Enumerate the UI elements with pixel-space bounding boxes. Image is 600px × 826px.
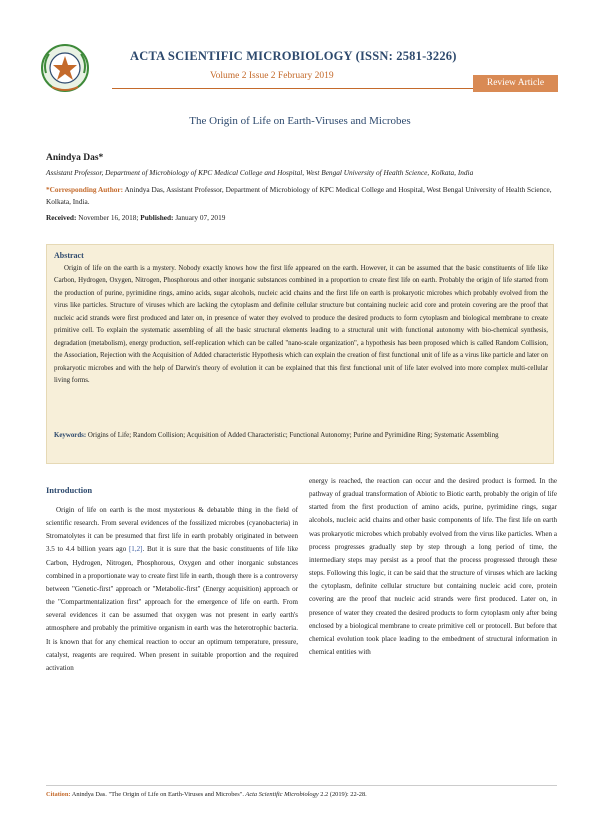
article-title: The Origin of Life on Earth-Viruses and Microbes [189, 115, 411, 127]
intro-paragraph [46, 504, 298, 675]
intro-paragraph-continued: energy is reached, the reaction can occur and the desired product is formed. In the pathway of gradual transformation of Abiotic to Biotic earth, probably the origin of life started from the first production of amino acids, purine, pyrimidine rings, sugar alcohols, nucleic acid chains and other basic components of life. The first life on earth was prokaryotic microbes which probably evolved from the virus like particles. When a process progresses gradually step by step through a long period of time, the intermediary steps may persist as a proof that the process progressed through these steps. Following this logic, it can be said that the structure of viruses which are lacking the cytoplasm, definite cellular structure but containing nucleic acid core, protein covering are the proof that nucleic acid strands were first produced. Later on, in presence of water they created the desired products to form cytoplasm only after being enclosed by a biological membrane to create primitive cell or protocell. But before that chemical evolution took place leading to the embedment of structural information in chemical entities with [309, 477, 557, 657]
citation-journal: Acta Scientific Microbiology [243, 791, 319, 798]
intro-text-a: Origin of life on earth is the most mysterious & debatable thing in the field of scientific research. From several evidences of the fossilized microbes (cyanobacteria) in Stromatolytes it can be presumed that first life in earth probably originated in between 3.5 to 4.4 billion years ago [46, 506, 298, 554]
citation [46, 791, 367, 798]
abstract-paragraph: Origin of life on the earth is a mystery. Nobody exactly knows how the first life appeared on the earth. However, it can be assumed that the basic constituents of life like Carbon, Hydrogen, Oxygen, Nitrogen, Phosphorous and other inorganic substances combined in a proportion to create first life on earth. Probably the origin of life started from the production of purine, pyrimidine rings, amino acids, sugar alcohols, nucleic acid chains and the first life on earth is prokaryotic microbes which probably evolved from the virus like particles. Structure of viruses which are lacking the cytoplasm and definite cellular structure but containing nucleic acid core and protein covering are the proof that nucleic acid strands were first produced and later on, in presence of water they evolved to produce the desired products to form cytoplasm and biological membrane to create primitive cell. To explain the systematic assembling of all the basic structural elements leading to a structural unit with functional autonomy with bio-chemical synthesis, degradation (metabolism), energy production, self-replication which can be called "nano-scale organization", a hypothesis has been proposed which is called Random Collision, the Association, Rejection with the Acquisition of Added characteristic Hypothesis which can explain the creation of first functional unit of life as a virus like particle and later on prokaryotic microbes and with the help of Darwin's theory of evolution it can be explained that this first functional unit of life later evolved into more complex multi-cellular living forms. [54, 265, 548, 385]
author-name: Anindya Das* [46, 153, 104, 163]
keywords-label: Keywords: [54, 432, 87, 439]
introduction-heading: Introduction [46, 485, 93, 495]
citation-text: Anindya Das. "The Origin of Life on Earth-Viruses and Microbes". [70, 791, 244, 798]
reference-link[interactable]: [1,2] [128, 545, 143, 554]
published-date: January 07, 2019 [173, 213, 226, 222]
body-column-left [46, 504, 298, 675]
journal-seal-icon [40, 43, 90, 93]
keywords-text: Origins of Life; Random Collision; Acquisition of Added Characteristic; Functional Autonomy; Purine and Pyrimidine Ring; Systematic Assembling [86, 432, 499, 439]
volume-issue: Volume 2 Issue 2 February 2019 [210, 71, 334, 81]
keywords [54, 430, 548, 442]
corresponding-text: Anindya Das, Assistant Professor, Department of Microbiology of KPC Medical College and Hospital, West Bengal University of Health Science, Kolkata, India. [46, 185, 552, 206]
citation-label: Citation: [46, 791, 71, 798]
abstract-heading: Abstract [54, 251, 84, 260]
corresponding-label: *Corresponding Author: [46, 185, 124, 194]
journal-title: ACTA SCIENTIFIC MICROBIOLOGY (ISSN: 2581-3226) [130, 49, 457, 63]
received-date: November 16, 2018; [76, 213, 141, 222]
article-dates [46, 213, 225, 222]
body-column-right [309, 475, 557, 659]
published-label: Published: [140, 213, 174, 222]
received-label: Received: [46, 213, 77, 222]
author-affiliation: Assistant Professor, Department of Microbiology of KPC Medical College and Hospital, West Bengal University of Health Science, Kolkata, India [46, 168, 474, 177]
citation-details: 2.2 (2019): 22-28. [318, 791, 367, 798]
corresponding-author [46, 184, 560, 208]
article-type-badge: Review Article [473, 75, 558, 92]
footer-divider [46, 785, 557, 786]
abstract-text [54, 263, 548, 388]
intro-text-b: . But it is sure that the basic constituents of life like Carbon, Hydrogen, Nitrogen, Phosphorous, Oxygen and other inorganic substances combined in a proportionate way to create first life in earth, though there is a controversy between "Genetic-first" approach or "Metabolic-first" (Energy acquisition) approach or the "Compartmentalization first" approach for the emergence of life on earth. From several evidences it can be assumed that oxygen was not present in early earth's atmosphere and probably the primitive organism in earth was the heterotrophic bacteria. It is known that for any chemical reaction to occur an optimum temperature, pressure, catalyst, reagents are required. When present in suitable proportion and the required activation [46, 545, 298, 672]
